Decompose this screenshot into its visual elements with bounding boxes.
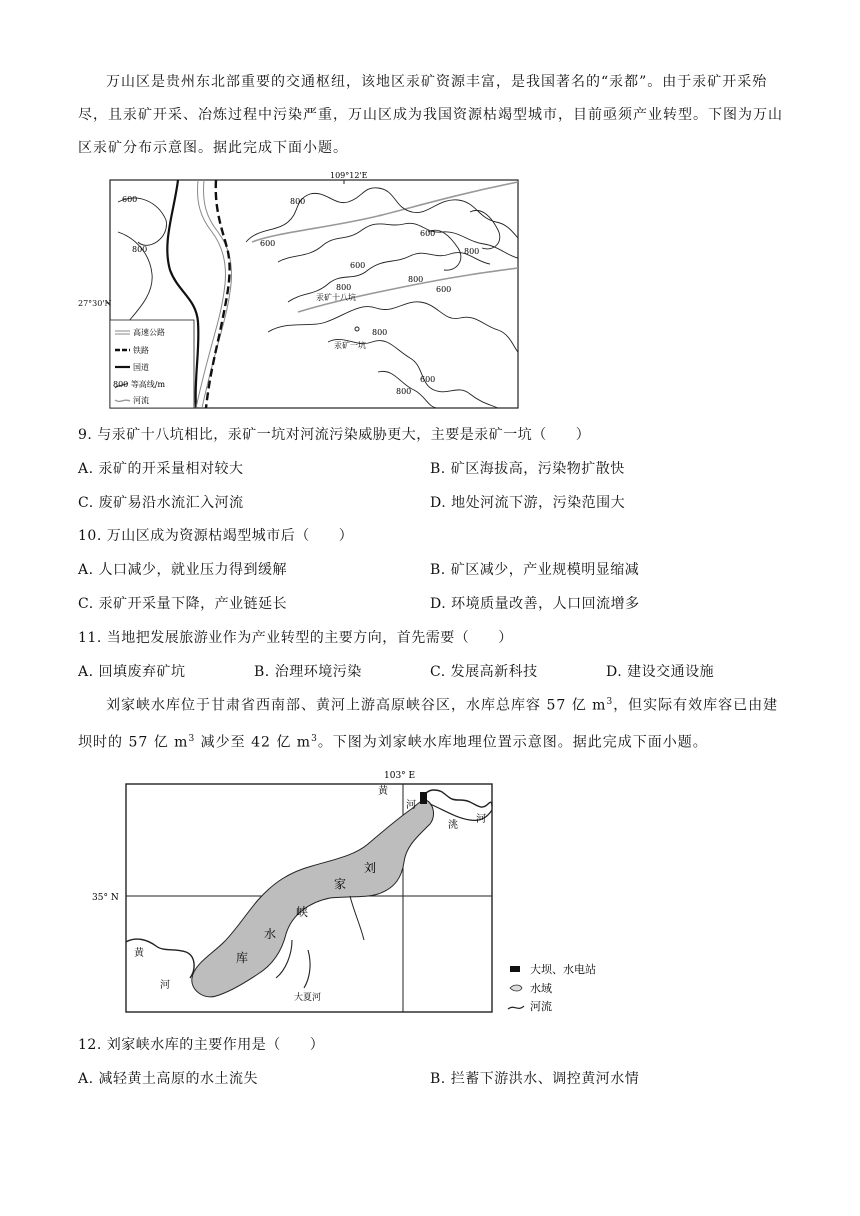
svg-text:800: 800 <box>464 247 480 256</box>
q11-option-a: A. 回填废弃矿坑 <box>78 664 186 680</box>
question-11: 11. 当地把发展旅游业作为产业转型的主要方向，首先需要（ ） <box>78 630 513 646</box>
legend-water: 水域 <box>530 982 552 995</box>
q9-option-a: A. 汞矿的开采量相对较大 <box>78 461 244 477</box>
question-10: 10. 万山区成为资源枯竭型城市后（ ） <box>78 528 354 544</box>
mine-pit-18-label: 汞矿十八坑 <box>316 293 356 302</box>
map1-longitude-label: 109°12'E <box>330 172 368 180</box>
svg-text:800: 800 <box>372 328 388 337</box>
q10-option-a: A. 人口减少，就业压力得到缓解 <box>78 562 288 578</box>
question-9: 9. 与汞矿十八坑相比，汞矿一坑对河流污染威胁更大，主要是汞矿一坑（ ） <box>78 427 591 443</box>
svg-text:河: 河 <box>476 814 486 825</box>
svg-text:800: 800 <box>396 387 412 396</box>
q12-option-a: A. 减轻黄土高原的水土流失 <box>78 1071 259 1087</box>
svg-text:600: 600 <box>420 375 436 384</box>
legend-highway: 高速公路 <box>133 328 165 337</box>
q11-option-c: C. 发展高新科技 <box>430 664 538 680</box>
svg-text:黄: 黄 <box>378 786 388 797</box>
svg-text:600: 600 <box>420 229 436 238</box>
svg-text:大夏河: 大夏河 <box>294 993 322 1003</box>
question-12: 12. 刘家峡水库的主要作用是（ ） <box>78 1037 325 1053</box>
mine-pit-1-label: 汞矿一坑 <box>334 341 366 350</box>
legend-river: 河流 <box>530 1000 552 1013</box>
svg-text:800: 800 <box>290 197 306 206</box>
map2-longitude-label: 103° E <box>384 771 416 781</box>
passage-1: 万山区是贵州东北部重要的交通枢纽，该地区汞矿资源丰富，是我国著名的“汞都”。由于汞矿开采殆尽，且汞矿开采、冶炼过程中污染严重，万山区成为我国资源枯竭型城市，目前亟须产业转型。下图为万山区汞矿分布示意图。据此完成下面小题。 <box>78 74 783 156</box>
legend-railway: 铁路 <box>133 346 149 355</box>
svg-text:黄: 黄 <box>134 948 144 959</box>
q12-option-b: B. 拦蓄下游洪水、调控黄河水情 <box>430 1071 640 1087</box>
q10-option-d: D. 环境质量改善，人口回流增多 <box>430 596 640 612</box>
svg-text:800: 800 <box>408 275 424 284</box>
legend-dam: 大坝、水电站 <box>530 963 596 976</box>
q10-option-b: B. 矿区减少，产业规模明显缩减 <box>430 562 640 578</box>
svg-text:600: 600 <box>436 285 452 294</box>
dam-icon <box>420 792 427 804</box>
q11-option-d: D. 建设交通设施 <box>606 664 715 680</box>
svg-text:河: 河 <box>160 980 170 991</box>
svg-text:洮: 洮 <box>448 820 458 831</box>
q9-option-d: D. 地处河流下游，污染范围大 <box>430 495 626 511</box>
map1-latitude-label: 27°30'N <box>78 299 112 308</box>
svg-text:800: 800 <box>132 245 148 254</box>
svg-text:600: 600 <box>260 239 276 248</box>
legend-contour: 800 等高线/m <box>113 380 166 389</box>
q11-option-b: B. 治理环境污染 <box>254 664 362 680</box>
liujiaxia-reservoir-map <box>78 764 638 1016</box>
svg-text:库: 库 <box>236 951 249 965</box>
svg-text:600: 600 <box>122 195 138 204</box>
q9-option-b: B. 矿区海拔高，污染物扩散快 <box>430 461 625 477</box>
svg-text:河: 河 <box>406 800 416 811</box>
legend-river: 河流 <box>133 396 149 405</box>
svg-text:峡: 峡 <box>296 905 309 919</box>
svg-text:800: 800 <box>336 283 352 292</box>
passage-2: 刘家峡水库位于甘肃省西南部、黄河上游高原峡谷区，水库总库容 57 亿 $m^3$，但实际有效库容已由建坝时的 57 亿 $m^3$ 减少至 42 亿 $m^3$。下图为刘家峡水库地理位置示意图。据此完成下面小题。 <box>78 697 779 751</box>
legend-national-road: 国道 <box>133 363 149 372</box>
map2-latitude-label: 35° N <box>92 893 119 903</box>
svg-text:家: 家 <box>334 877 347 891</box>
svg-text:水: 水 <box>264 927 277 941</box>
mercury-mine-map <box>78 172 523 412</box>
svg-text:600: 600 <box>350 261 366 270</box>
svg-text:刘: 刘 <box>364 861 377 875</box>
q9-option-c: C. 废矿易沿水流汇入河流 <box>78 495 244 511</box>
q10-option-c: C. 汞矿开采量下降，产业链延长 <box>78 596 288 612</box>
